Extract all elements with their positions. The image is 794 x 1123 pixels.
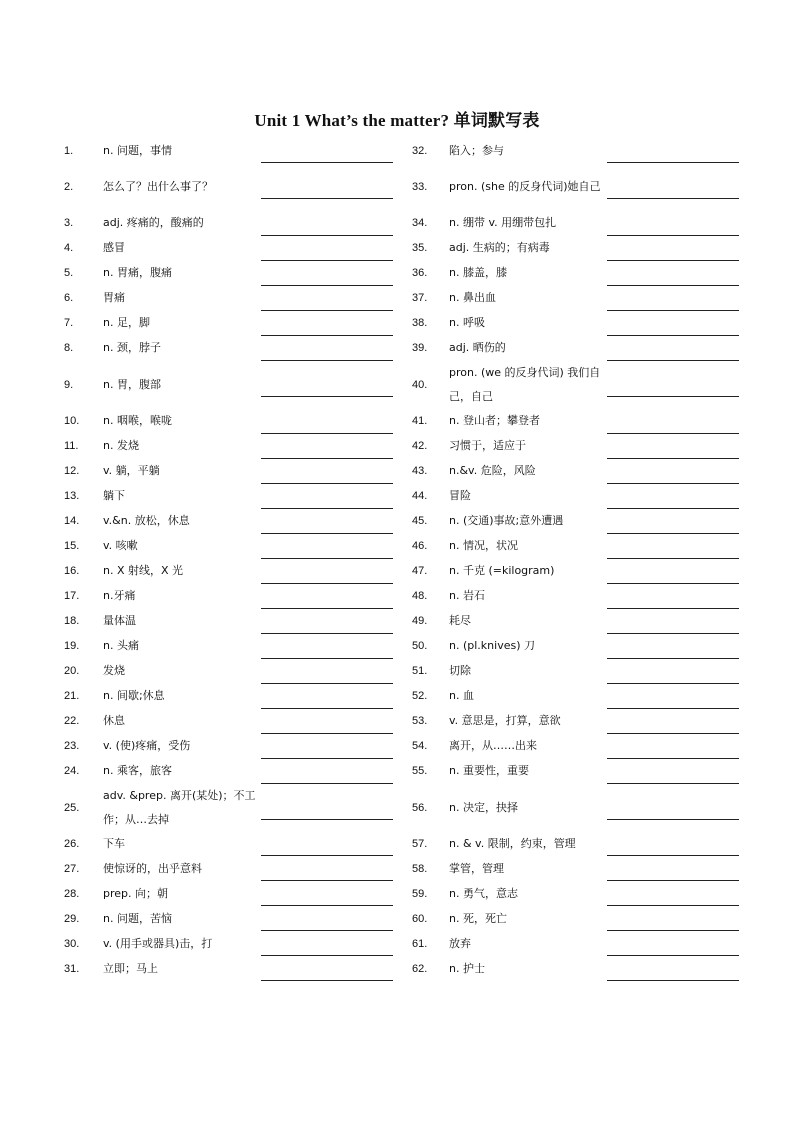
item-number: 51. — [412, 665, 428, 678]
answer-blank[interactable] — [607, 738, 739, 759]
item-meaning: 耗尽 — [449, 614, 471, 628]
item-number: 35. — [412, 242, 428, 255]
vocab-row — [64, 684, 414, 709]
answer-blank[interactable] — [607, 340, 739, 361]
vocab-row — [64, 881, 414, 906]
item-meaning: v. (使)疼痛，受伤 — [103, 739, 191, 753]
answer-blank[interactable] — [607, 935, 739, 956]
item-meaning: n. 胃，腹部 — [103, 377, 161, 391]
answer-blank[interactable] — [607, 885, 739, 906]
item-meaning: n. 决定，抉择 — [449, 800, 518, 814]
answer-blank[interactable] — [607, 142, 739, 163]
item-number: 47. — [412, 565, 428, 578]
vocab-row — [412, 236, 762, 261]
item-number: 25. — [64, 801, 80, 814]
vocab-row — [64, 709, 414, 734]
item-meaning: v. 咳嗽 — [103, 539, 138, 553]
item-meaning: 休息 — [103, 714, 125, 728]
answer-blank[interactable] — [261, 588, 393, 609]
item-number: 8. — [64, 342, 74, 355]
vocab-row — [412, 534, 762, 559]
vocab-row — [64, 784, 414, 832]
item-meaning: v.&n. 放松，休息 — [103, 514, 190, 528]
answer-blank[interactable] — [607, 763, 739, 784]
item-number: 33. — [412, 180, 428, 193]
item-number: 7. — [64, 317, 74, 330]
vocab-row — [412, 336, 762, 361]
item-number: 27. — [64, 862, 80, 875]
item-meaning: n.&v. 危险，风险 — [449, 464, 536, 478]
vocab-row — [64, 906, 414, 931]
item-meaning: n. 咽喉，喉咙 — [103, 414, 172, 428]
vocab-row — [412, 459, 762, 484]
vocab-row — [412, 311, 762, 336]
item-meaning: n. (pl.knives) 刀 — [449, 639, 535, 653]
answer-blank[interactable] — [607, 463, 739, 484]
vocab-row — [412, 211, 762, 236]
vocab-row — [64, 634, 414, 659]
item-meaning: n. 乘客，旅客 — [103, 764, 172, 778]
item-meaning: n. 护士 — [449, 961, 485, 975]
vocab-row — [412, 634, 762, 659]
item-number: 36. — [412, 267, 428, 280]
item-meaning: adj. 晒伤的 — [449, 341, 506, 355]
item-number: 34. — [412, 217, 428, 230]
item-number: 37. — [412, 292, 428, 305]
vocab-row — [412, 361, 762, 409]
item-number: 46. — [412, 540, 428, 553]
item-meaning: 发烧 — [103, 664, 125, 678]
vocab-row — [412, 856, 762, 881]
vocab-row — [412, 784, 762, 832]
item-meaning: n. 千克 (=kilogram) — [449, 564, 555, 578]
item-meaning: adj. 生病的；有病毒 — [449, 241, 550, 255]
item-meaning: v. (用手或器具)击，打 — [103, 936, 213, 950]
item-meaning: pron. (she 的反身代词)她自己 — [449, 179, 601, 193]
item-meaning: n. (交通)事故;意外遭遇 — [449, 514, 564, 528]
vocab-row — [64, 559, 414, 584]
item-number: 50. — [412, 640, 428, 653]
item-meaning: n. 情况，状况 — [449, 539, 518, 553]
vocab-row — [64, 534, 414, 559]
item-meaning: n. 绷带 v. 用绷带包扎 — [449, 216, 557, 230]
vocab-row — [64, 509, 414, 534]
item-meaning: n. 登山者；攀登者 — [449, 414, 540, 428]
answer-blank[interactable] — [261, 935, 393, 956]
answer-blank[interactable] — [261, 340, 393, 361]
item-number: 45. — [412, 515, 428, 528]
item-meaning: 胃痛 — [103, 291, 125, 305]
answer-blank[interactable] — [607, 413, 739, 434]
vocab-row — [64, 286, 414, 311]
item-meaning: 切除 — [449, 664, 471, 678]
item-number: 31. — [64, 962, 80, 975]
item-number: 56. — [412, 801, 428, 814]
item-number: 24. — [64, 765, 80, 778]
item-number: 44. — [412, 490, 428, 503]
worksheet-title: Unit 1 What’s the matter? 单词默写表 — [254, 111, 540, 130]
vocab-row — [412, 584, 762, 609]
item-number: 22. — [64, 715, 80, 728]
item-meaning: n. 血 — [449, 689, 474, 703]
item-meaning: n. 岩石 — [449, 589, 485, 603]
vocab-row — [64, 459, 414, 484]
vocab-row — [64, 659, 414, 684]
item-number: 41. — [412, 415, 428, 428]
answer-blank[interactable] — [261, 713, 393, 734]
vocab-row — [412, 734, 762, 759]
item-meaning: n. 头痛 — [103, 639, 139, 653]
vocab-row — [64, 856, 414, 881]
answer-blank[interactable] — [607, 376, 739, 397]
item-meaning: n. 问题，苦恼 — [103, 911, 172, 925]
vocab-row — [412, 286, 762, 311]
answer-blank[interactable] — [607, 265, 739, 286]
item-number: 19. — [64, 640, 80, 653]
item-meaning: n. 问题，事情 — [103, 143, 172, 157]
item-meaning: n. 死，死亡 — [449, 911, 507, 925]
vocab-row — [64, 759, 414, 784]
item-meaning: 陷入；参与 — [449, 143, 504, 157]
vocab-row — [64, 311, 414, 336]
answer-blank[interactable] — [261, 178, 393, 199]
item-meaning: pron. (we 的反身代词) 我们自己，自己 — [449, 365, 601, 403]
item-meaning: prep. 向；朝 — [103, 886, 169, 900]
item-number: 12. — [64, 465, 80, 478]
answer-blank[interactable] — [607, 638, 739, 659]
vocab-row — [64, 138, 414, 163]
answer-blank[interactable] — [607, 835, 739, 856]
answer-blank[interactable] — [607, 688, 739, 709]
vocab-row — [64, 956, 414, 981]
vocab-row — [412, 931, 762, 956]
item-number: 42. — [412, 440, 428, 453]
vocab-row — [412, 261, 762, 286]
item-number: 9. — [64, 378, 74, 391]
answer-blank[interactable] — [261, 885, 393, 906]
answer-blank[interactable] — [261, 463, 393, 484]
vocab-row — [412, 831, 762, 856]
answer-blank[interactable] — [261, 376, 393, 397]
item-meaning: 掌管，管理 — [449, 861, 504, 875]
answer-blank[interactable] — [261, 663, 393, 684]
answer-blank[interactable] — [261, 688, 393, 709]
vocab-row — [412, 163, 762, 211]
vocab-row — [64, 484, 414, 509]
answer-blank[interactable] — [607, 215, 739, 236]
item-number: 17. — [64, 590, 80, 603]
answer-blank[interactable] — [261, 763, 393, 784]
answer-blank[interactable] — [607, 438, 739, 459]
answer-blank[interactable] — [261, 290, 393, 311]
vocab-row — [64, 434, 414, 459]
item-number: 20. — [64, 665, 80, 678]
item-meaning: 习惯于，适应于 — [449, 439, 526, 453]
answer-blank[interactable] — [607, 613, 739, 634]
answer-blank[interactable] — [607, 290, 739, 311]
vocab-row — [412, 659, 762, 684]
item-meaning: n. 颈，脖子 — [103, 341, 161, 355]
vocab-row — [64, 409, 414, 434]
answer-blank[interactable] — [261, 438, 393, 459]
vocab-row — [412, 956, 762, 981]
vocab-row — [412, 484, 762, 509]
vocab-row — [64, 163, 414, 211]
item-number: 3. — [64, 217, 74, 230]
answer-blank[interactable] — [607, 513, 739, 534]
answer-blank[interactable] — [261, 142, 393, 163]
item-number: 13. — [64, 490, 80, 503]
item-number: 32. — [412, 144, 428, 157]
vocab-row — [412, 559, 762, 584]
item-number: 18. — [64, 615, 80, 628]
item-meaning: n. X 射线，X 光 — [103, 564, 184, 578]
item-number: 6. — [64, 292, 74, 305]
vocab-row — [412, 609, 762, 634]
answer-blank[interactable] — [607, 663, 739, 684]
item-meaning: n. & v. 限制，约束，管理 — [449, 836, 576, 850]
item-number: 52. — [412, 690, 428, 703]
item-number: 61. — [412, 937, 428, 950]
vocab-row — [64, 931, 414, 956]
item-number: 11. — [64, 440, 79, 453]
vocab-row — [64, 609, 414, 634]
vocab-row — [412, 409, 762, 434]
answer-blank[interactable] — [261, 538, 393, 559]
answer-blank[interactable] — [607, 960, 739, 981]
item-number: 30. — [64, 937, 80, 950]
vocab-row — [412, 709, 762, 734]
vocab-row — [412, 906, 762, 931]
answer-blank[interactable] — [261, 738, 393, 759]
item-number: 40. — [412, 378, 428, 391]
item-number: 16. — [64, 565, 80, 578]
item-number: 10. — [64, 415, 80, 428]
answer-blank[interactable] — [607, 240, 739, 261]
answer-blank[interactable] — [607, 488, 739, 509]
item-meaning: n. 鼻出血 — [449, 291, 496, 305]
item-meaning: n. 胃痛，腹痛 — [103, 266, 172, 280]
item-meaning: 使惊讶的，出乎意料 — [103, 861, 202, 875]
answer-blank[interactable] — [607, 910, 739, 931]
answer-blank[interactable] — [607, 713, 739, 734]
answer-blank[interactable] — [607, 315, 739, 336]
answer-blank[interactable] — [607, 538, 739, 559]
answer-blank[interactable] — [261, 513, 393, 534]
item-meaning: n. 发烧 — [103, 439, 139, 453]
answer-blank[interactable] — [261, 413, 393, 434]
answer-blank[interactable] — [261, 215, 393, 236]
answer-blank[interactable] — [607, 178, 739, 199]
answer-blank[interactable] — [261, 638, 393, 659]
item-meaning: adv. &prep. 离开(某处)；不工作；从…去掉 — [103, 788, 256, 826]
left-column — [64, 138, 414, 981]
item-meaning: 躺下 — [103, 489, 125, 503]
item-number: 54. — [412, 740, 428, 753]
item-meaning: v. 躺，平躺 — [103, 464, 160, 478]
item-meaning: 放弃 — [449, 936, 471, 950]
item-meaning: n. 足，脚 — [103, 316, 150, 330]
vocab-row — [64, 584, 414, 609]
item-number: 43. — [412, 465, 428, 478]
answer-blank[interactable] — [261, 488, 393, 509]
answer-blank[interactable] — [261, 860, 393, 881]
item-number: 23. — [64, 740, 80, 753]
answer-blank[interactable] — [261, 613, 393, 634]
vocab-row — [412, 138, 762, 163]
item-meaning: n.牙痛 — [103, 589, 136, 603]
item-number: 60. — [412, 912, 428, 925]
answer-blank[interactable] — [261, 240, 393, 261]
vocab-row — [64, 236, 414, 261]
vocab-row — [412, 684, 762, 709]
item-number: 1. — [64, 144, 74, 157]
item-meaning: n. 膝盖，膝 — [449, 266, 507, 280]
answer-blank[interactable] — [261, 799, 393, 820]
item-number: 62. — [412, 962, 428, 975]
vocab-row — [64, 336, 414, 361]
answer-blank[interactable] — [261, 315, 393, 336]
item-meaning: n. 重要性，重要 — [449, 764, 529, 778]
answer-blank[interactable] — [607, 588, 739, 609]
item-number: 58. — [412, 862, 428, 875]
item-number: 4. — [64, 242, 74, 255]
item-meaning: 下车 — [103, 836, 125, 850]
item-meaning: 感冒 — [103, 241, 125, 255]
item-number: 59. — [412, 887, 428, 900]
item-number: 2. — [64, 180, 74, 193]
answer-blank[interactable] — [261, 910, 393, 931]
item-number: 39. — [412, 342, 428, 355]
item-number: 28. — [64, 887, 80, 900]
vocab-row — [64, 261, 414, 286]
item-meaning: 冒险 — [449, 489, 471, 503]
vocab-row — [64, 831, 414, 856]
vocab-row — [64, 734, 414, 759]
item-number: 26. — [64, 837, 80, 850]
answer-blank[interactable] — [261, 960, 393, 981]
item-meaning: n. 间歇;休息 — [103, 689, 165, 703]
item-number: 57. — [412, 837, 428, 850]
item-number: 29. — [64, 912, 80, 925]
vocab-row — [412, 509, 762, 534]
answer-blank[interactable] — [607, 860, 739, 881]
item-meaning: adj. 疼痛的，酸痛的 — [103, 216, 204, 230]
answer-blank[interactable] — [607, 563, 739, 584]
item-meaning: 离开，从……出来 — [449, 739, 537, 753]
item-meaning: n. 勇气，意志 — [449, 886, 518, 900]
item-number: 49. — [412, 615, 428, 628]
item-number: 14. — [64, 515, 80, 528]
item-meaning: n. 呼吸 — [449, 316, 485, 330]
vocab-row — [412, 434, 762, 459]
item-meaning: 立即；马上 — [103, 961, 158, 975]
item-number: 38. — [412, 317, 428, 330]
item-number: 55. — [412, 765, 428, 778]
item-number: 15. — [64, 540, 80, 553]
item-meaning: v. 意思是，打算，意欲 — [449, 714, 561, 728]
item-number: 5. — [64, 267, 74, 280]
answer-blank[interactable] — [261, 835, 393, 856]
vocab-row — [64, 361, 414, 409]
item-number: 48. — [412, 590, 428, 603]
item-meaning: 量体温 — [103, 614, 136, 628]
item-number: 53. — [412, 715, 428, 728]
vocab-row — [412, 881, 762, 906]
answer-blank[interactable] — [261, 265, 393, 286]
vocab-row — [412, 759, 762, 784]
item-meaning: 怎么了？出什么事了？ — [103, 179, 213, 193]
vocab-row — [64, 211, 414, 236]
item-number: 21. — [64, 690, 80, 703]
right-column — [412, 138, 762, 981]
answer-blank[interactable] — [607, 799, 739, 820]
answer-blank[interactable] — [261, 563, 393, 584]
